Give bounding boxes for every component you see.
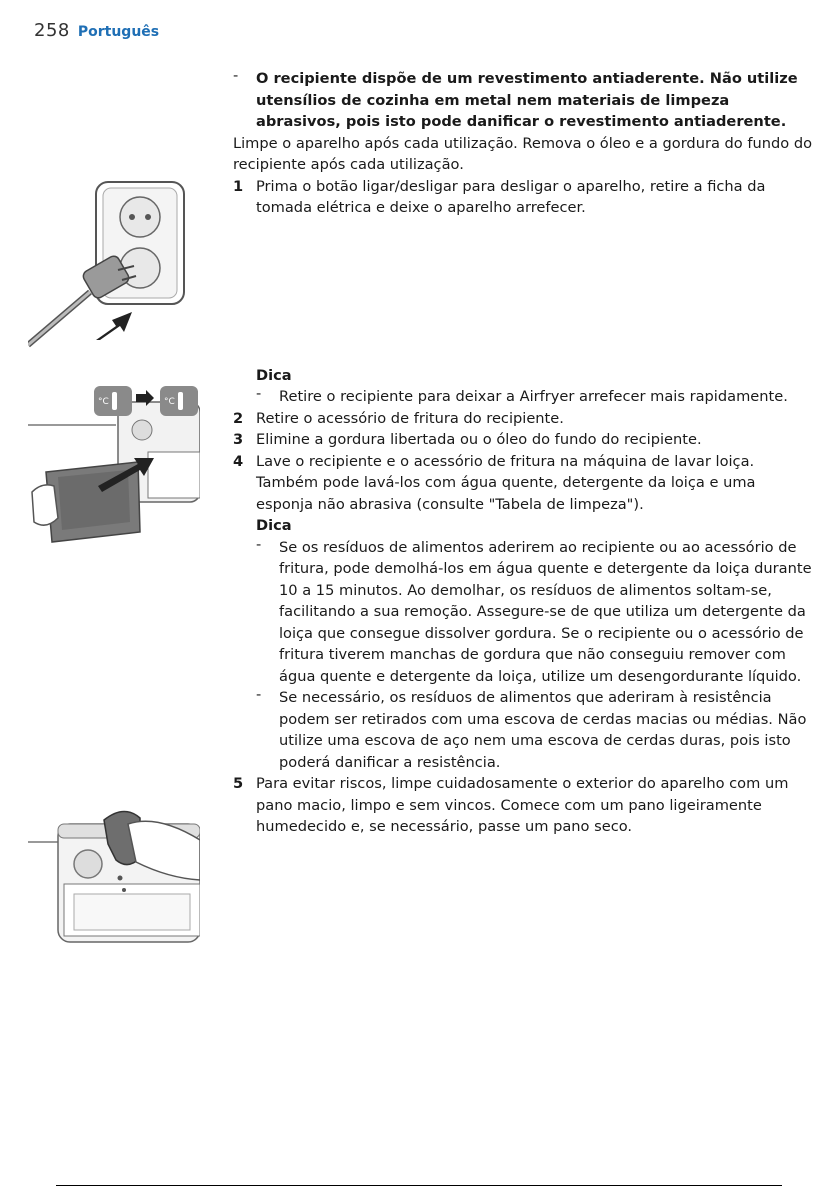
step-text: Elimine a gordura libertada ou o óleo do fundo do recipiente. — [256, 431, 702, 448]
step-number: 1 — [233, 177, 244, 195]
intro-paragraph: Limpe o aparelho após cada utilização. Remova o óleo e a gordura do fundo do recipiente após cada utilização. — [233, 134, 813, 173]
step-5 — [233, 773, 813, 838]
step-number: 3 — [233, 431, 244, 448]
temp-unit-label: °C — [164, 397, 175, 407]
bullet-dash: - — [256, 686, 262, 703]
step-text: Prima o botão ligar/desligar para desligar o aparelho, retire a ficha da tomada elétrica e deixe o aparelho arrefecer. — [256, 177, 766, 216]
warning-text: O recipiente dispõe de um revestimento antiaderente. Não utilize utensílios de cozinha em metal nem materiais de limpeza abrasivos, pois isto pode danificar o revestimento antiaderente. — [256, 70, 798, 130]
step-number: 2 — [233, 409, 244, 427]
step-number: 4 — [233, 452, 244, 470]
tip-item — [233, 687, 813, 773]
warning-item — [233, 68, 813, 133]
tip-label: Dica — [256, 366, 292, 384]
step-4 — [233, 451, 813, 516]
unplug-illustration — [28, 180, 198, 352]
page-number: 258 — [34, 20, 70, 41]
footer-rule — [56, 1185, 782, 1186]
step-1 — [233, 176, 813, 219]
temp-unit-label: °C — [98, 397, 109, 407]
wiping-illustration — [28, 800, 200, 946]
step-text: Para evitar riscos, limpe cuidadosamente o exterior do aparelho com um pano macio, limpo e sem vincos. Comece com um pano ligeiramente humedecido e, se necessário, passe um pano seco. — [256, 775, 789, 835]
tip-item — [233, 386, 813, 408]
step-number: 5 — [233, 775, 244, 792]
language-label: Português — [77, 24, 160, 40]
tip-item — [233, 537, 813, 688]
bullet-dash: - — [233, 67, 239, 84]
basket-removal-illustration — [28, 382, 200, 548]
bullet-dash: - — [256, 535, 262, 553]
tip-text: Se os resíduos de alimentos aderirem ao recipiente ou ao acessório de fritura, pode demolhá-los em água quente e detergente da loiça durante 10 a 15 minutos. Ao demolhar, os resíduos de alimentos soltam-se, facilitando a sua remoção. Assegure-se de que utiliza um detergente da loiça que consegue dissolver gordura. Se o recipiente ou o acessório de fritura tiverem manchas de gordura que não conseguiu remover com água quente e detergente da loiça, utilize um desengordurante líquido. — [279, 538, 812, 685]
step-2 — [233, 408, 813, 430]
step-text: Retire o acessório de fritura do recipiente. — [256, 409, 564, 427]
tip-label: Dica — [256, 517, 292, 534]
bullet-dash: - — [256, 385, 262, 402]
tip-text: Retire o recipiente para deixar a Airfryer arrefecer mais rapidamente. — [279, 388, 788, 405]
page-header — [34, 20, 159, 41]
main-content — [233, 68, 813, 838]
step-3 — [233, 429, 813, 451]
tip-text: Se necessário, os resíduos de alimentos que aderiram à resistência podem ser retirados com uma escova de cerdas macias ou médias. Não utilize uma escova de aço nem uma escova de cerdas duras, pois isto poderá danificar a resistência. — [279, 689, 807, 771]
step-text: Lave o recipiente e o acessório de fritura na máquina de lavar loiça. Também pode lavá-los com água quente, detergente da loiça e uma esponja não abrasiva (consulte "Tabela de limpeza"). — [256, 452, 756, 513]
